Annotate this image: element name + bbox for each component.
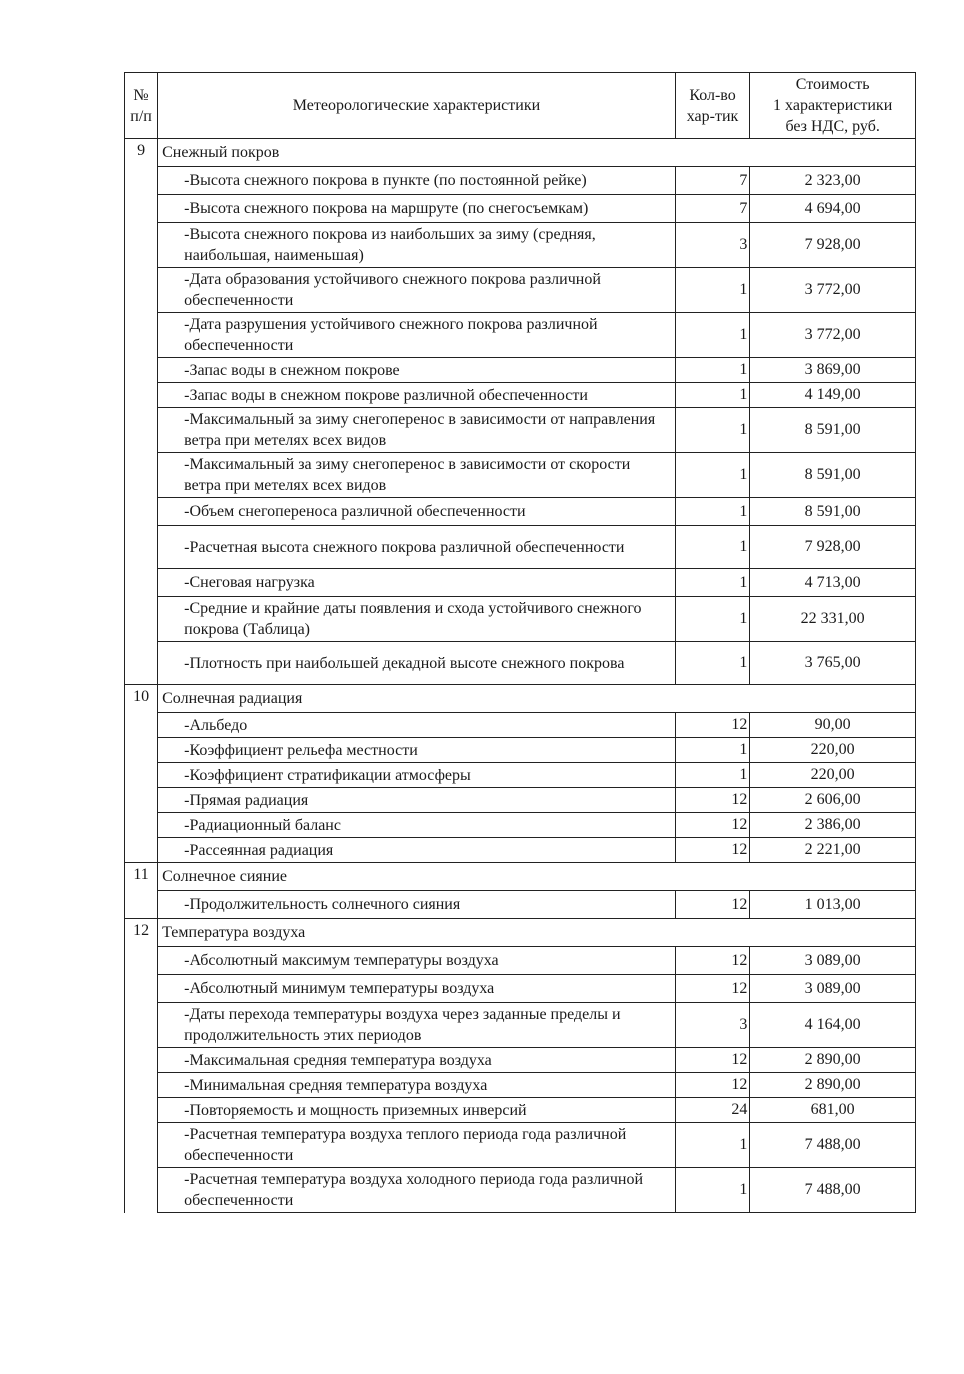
table-row <box>125 788 916 813</box>
characteristic-name: -Запас воды в снежном покрове различной обеспеченности <box>158 383 676 408</box>
table-row <box>125 838 916 863</box>
characteristic-name: -Радиационный баланс <box>158 813 676 838</box>
characteristic-name: -Абсолютный максимум температуры воздуха <box>158 947 676 975</box>
number-cell <box>125 408 158 453</box>
price-table <box>124 72 916 1213</box>
characteristic-name: -Альбедо <box>158 713 676 738</box>
quantity-cell: 1 <box>675 358 750 383</box>
table-row <box>125 597 916 642</box>
cost-cell: 2 323,00 <box>750 167 916 195</box>
cost-cell: 7 488,00 <box>750 1123 916 1168</box>
section-row <box>125 139 916 167</box>
quantity-cell: 1 <box>675 383 750 408</box>
cost-cell: 3 772,00 <box>750 268 916 313</box>
table-row <box>125 1003 916 1048</box>
cost-cell: 4 694,00 <box>750 195 916 223</box>
table-row <box>125 1168 916 1213</box>
characteristic-name: -Дата образования устойчивого снежного покрова различной обеспеченности <box>158 268 676 313</box>
section-row <box>125 685 916 713</box>
characteristic-name: -Повторяемость и мощность приземных инверсий <box>158 1098 676 1123</box>
number-cell <box>125 268 158 313</box>
table-row <box>125 498 916 526</box>
characteristic-name: -Расчетная температура воздуха холодного периода года различной обеспеченности <box>158 1168 676 1213</box>
quantity-cell: 12 <box>675 813 750 838</box>
cost-cell: 3 772,00 <box>750 313 916 358</box>
cost-cell: 7 488,00 <box>750 1168 916 1213</box>
header-num: № п/п <box>125 73 158 139</box>
number-cell <box>125 223 158 268</box>
section-title: Солнечное сияние <box>158 863 916 891</box>
number-cell <box>125 453 158 498</box>
quantity-cell: 12 <box>675 788 750 813</box>
cost-cell: 4 164,00 <box>750 1003 916 1048</box>
table-row <box>125 408 916 453</box>
quantity-cell: 1 <box>675 408 750 453</box>
number-cell <box>125 498 158 526</box>
table-row <box>125 167 916 195</box>
section-number: 12 <box>125 919 158 947</box>
table-row <box>125 383 916 408</box>
number-cell <box>125 642 158 685</box>
table-row <box>125 1048 916 1073</box>
header-name: Метеорологические характеристики <box>158 73 676 139</box>
section-title: Снежный покров <box>158 139 916 167</box>
section-title: Температура воздуха <box>158 919 916 947</box>
number-cell <box>125 358 158 383</box>
cost-cell: 8 591,00 <box>750 498 916 526</box>
section-row <box>125 919 916 947</box>
cost-cell: 7 928,00 <box>750 223 916 268</box>
cost-cell: 1 013,00 <box>750 891 916 919</box>
quantity-cell: 3 <box>675 223 750 268</box>
cost-cell: 3 869,00 <box>750 358 916 383</box>
characteristic-name: -Снеговая нагрузка <box>158 569 676 597</box>
table-row <box>125 1123 916 1168</box>
cost-cell: 8 591,00 <box>750 408 916 453</box>
quantity-cell: 1 <box>675 526 750 569</box>
characteristic-name: -Максимальный за зиму снегоперенос в зависимости от скорости ветра при метелях всех видов <box>158 453 676 498</box>
number-cell <box>125 1073 158 1098</box>
number-cell <box>125 838 158 863</box>
section-number: 10 <box>125 685 158 713</box>
characteristic-name: -Высота снежного покрова на маршруте (по снегосъемкам) <box>158 195 676 223</box>
number-cell <box>125 975 158 1003</box>
cost-cell: 4 713,00 <box>750 569 916 597</box>
number-cell <box>125 891 158 919</box>
characteristic-name: -Продолжительность солнечного сияния <box>158 891 676 919</box>
quantity-cell: 7 <box>675 167 750 195</box>
number-cell <box>125 383 158 408</box>
characteristic-name: -Расчетная высота снежного покрова различной обеспеченности <box>158 526 676 569</box>
table-row <box>125 268 916 313</box>
quantity-cell: 7 <box>675 195 750 223</box>
table-row <box>125 975 916 1003</box>
quantity-cell: 1 <box>675 453 750 498</box>
cost-cell: 4 149,00 <box>750 383 916 408</box>
section-title: Солнечная радиация <box>158 685 916 713</box>
number-cell <box>125 1003 158 1048</box>
number-cell <box>125 1098 158 1123</box>
number-cell <box>125 713 158 738</box>
characteristic-name: -Расчетная температура воздуха теплого периода года различной обеспеченности <box>158 1123 676 1168</box>
characteristic-name: -Высота снежного покрова в пункте (по постоянной рейке) <box>158 167 676 195</box>
number-cell <box>125 167 158 195</box>
cost-cell: 2 890,00 <box>750 1048 916 1073</box>
table-body <box>125 139 916 1213</box>
quantity-cell: 1 <box>675 597 750 642</box>
cost-cell: 3 089,00 <box>750 975 916 1003</box>
quantity-cell: 12 <box>675 1073 750 1098</box>
characteristic-name: -Максимальный за зиму снегоперенос в зависимости от направления ветра при метелях всех видов <box>158 408 676 453</box>
quantity-cell: 1 <box>675 268 750 313</box>
quantity-cell: 1 <box>675 738 750 763</box>
characteristic-name: -Коэффициент стратификации атмосферы <box>158 763 676 788</box>
table-row <box>125 891 916 919</box>
table-row <box>125 642 916 685</box>
table-row <box>125 313 916 358</box>
quantity-cell: 1 <box>675 1168 750 1213</box>
number-cell <box>125 1168 158 1213</box>
number-cell <box>125 313 158 358</box>
table-row <box>125 738 916 763</box>
number-cell <box>125 738 158 763</box>
characteristic-name: -Объем снегопереноса различной обеспеченности <box>158 498 676 526</box>
cost-cell: 681,00 <box>750 1098 916 1123</box>
table-row <box>125 358 916 383</box>
cost-cell: 220,00 <box>750 738 916 763</box>
cost-cell: 220,00 <box>750 763 916 788</box>
quantity-cell: 1 <box>675 642 750 685</box>
number-cell <box>125 569 158 597</box>
characteristic-name: -Средние и крайние даты появления и схода устойчивого снежного покрова (Таблица) <box>158 597 676 642</box>
characteristic-name: -Плотность при наибольшей декадной высоте снежного покрова <box>158 642 676 685</box>
table-row <box>125 453 916 498</box>
cost-cell: 8 591,00 <box>750 453 916 498</box>
characteristic-name: -Запас воды в снежном покрове <box>158 358 676 383</box>
table-row <box>125 813 916 838</box>
cost-cell: 3 765,00 <box>750 642 916 685</box>
quantity-cell: 1 <box>675 569 750 597</box>
characteristic-name: -Высота снежного покрова из наибольших за зиму (средняя, наибольшая, наименьшая) <box>158 223 676 268</box>
table-row <box>125 526 916 569</box>
quantity-cell: 1 <box>675 763 750 788</box>
characteristic-name: -Абсолютный минимум температуры воздуха <box>158 975 676 1003</box>
characteristic-name: -Минимальная средняя температура воздуха <box>158 1073 676 1098</box>
characteristic-name: -Даты перехода температуры воздуха через заданные пределы и продолжительность этих периодов <box>158 1003 676 1048</box>
cost-cell: 3 089,00 <box>750 947 916 975</box>
cost-cell: 22 331,00 <box>750 597 916 642</box>
quantity-cell: 12 <box>675 713 750 738</box>
table-row <box>125 763 916 788</box>
cost-cell: 90,00 <box>750 713 916 738</box>
number-cell <box>125 1123 158 1168</box>
quantity-cell: 1 <box>675 498 750 526</box>
cost-cell: 2 221,00 <box>750 838 916 863</box>
cost-cell: 7 928,00 <box>750 526 916 569</box>
table-row <box>125 1098 916 1123</box>
table-row <box>125 713 916 738</box>
number-cell <box>125 763 158 788</box>
number-cell <box>125 1048 158 1073</box>
quantity-cell: 12 <box>675 975 750 1003</box>
cost-cell: 2 606,00 <box>750 788 916 813</box>
number-cell <box>125 788 158 813</box>
characteristic-name: -Прямая радиация <box>158 788 676 813</box>
quantity-cell: 24 <box>675 1098 750 1123</box>
number-cell <box>125 526 158 569</box>
quantity-cell: 12 <box>675 838 750 863</box>
number-cell <box>125 813 158 838</box>
header-cost: Стоимость 1 характеристики без НДС, руб. <box>750 73 916 139</box>
table-row <box>125 223 916 268</box>
number-cell <box>125 597 158 642</box>
cost-cell: 2 386,00 <box>750 813 916 838</box>
quantity-cell: 12 <box>675 947 750 975</box>
table-row <box>125 569 916 597</box>
section-row <box>125 863 916 891</box>
quantity-cell: 1 <box>675 313 750 358</box>
number-cell <box>125 195 158 223</box>
quantity-cell: 12 <box>675 891 750 919</box>
characteristic-name: -Коэффициент рельефа местности <box>158 738 676 763</box>
characteristic-name: -Рассеянная радиация <box>158 838 676 863</box>
header-qty: Кол-во хар-тик <box>675 73 750 139</box>
number-cell <box>125 947 158 975</box>
cost-cell: 2 890,00 <box>750 1073 916 1098</box>
section-number: 9 <box>125 139 158 167</box>
table-row <box>125 195 916 223</box>
quantity-cell: 1 <box>675 1123 750 1168</box>
quantity-cell: 3 <box>675 1003 750 1048</box>
table-row <box>125 947 916 975</box>
characteristic-name: -Максимальная средняя температура воздуха <box>158 1048 676 1073</box>
section-number: 11 <box>125 863 158 891</box>
quantity-cell: 12 <box>675 1048 750 1073</box>
characteristic-name: -Дата разрушения устойчивого снежного покрова различной обеспеченности <box>158 313 676 358</box>
table-header-row <box>125 73 916 139</box>
table-row <box>125 1073 916 1098</box>
